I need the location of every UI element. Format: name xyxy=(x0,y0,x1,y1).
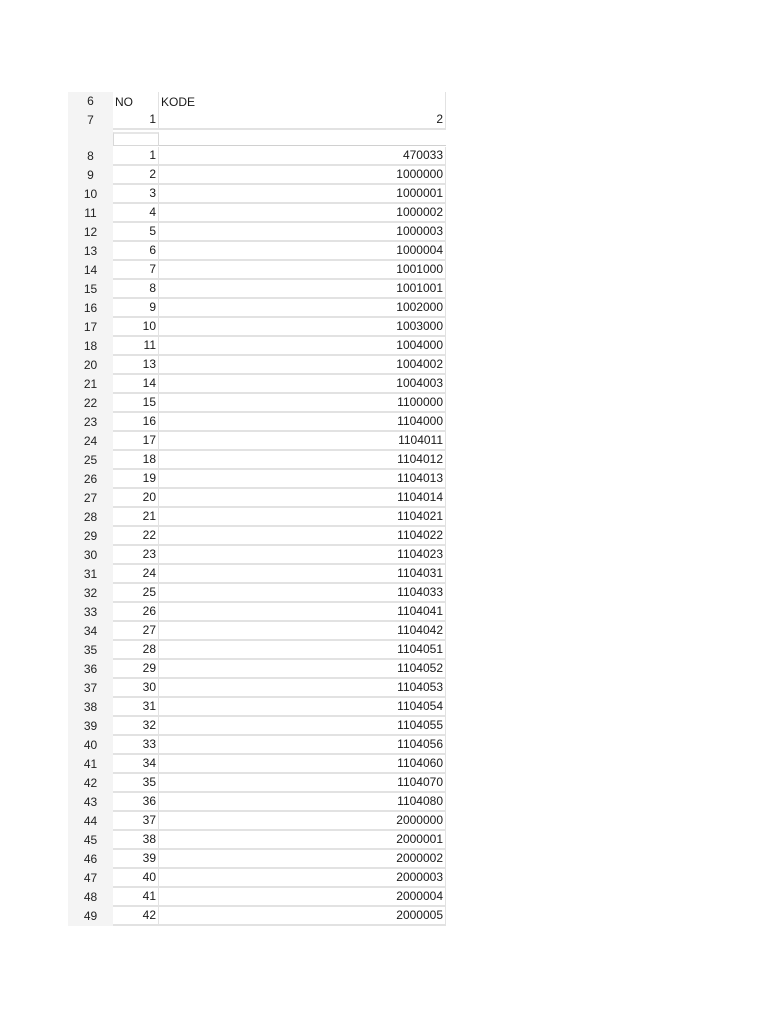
table-row xyxy=(68,679,448,698)
table-row xyxy=(68,888,448,907)
blank-cell[interactable] xyxy=(113,132,159,146)
cell-no[interactable]: 5 xyxy=(113,223,159,242)
table-row xyxy=(68,793,448,812)
cell-no[interactable]: 3 xyxy=(113,185,159,204)
cell-kode[interactable]: 2000002 xyxy=(159,850,446,869)
table-row xyxy=(68,755,448,774)
column-header-kode[interactable]: KODE xyxy=(159,92,446,111)
cell-no[interactable]: 40 xyxy=(113,869,159,888)
table-row xyxy=(68,603,448,622)
table-row xyxy=(68,166,448,185)
cell-kode[interactable]: 1002000 xyxy=(159,299,446,318)
table-row xyxy=(68,736,448,755)
cell-kode[interactable]: 2000000 xyxy=(159,812,446,831)
table-row xyxy=(68,147,448,166)
table-row xyxy=(68,660,448,679)
cell-no[interactable]: 2 xyxy=(113,166,159,185)
blank-row xyxy=(68,130,448,147)
cell-no[interactable]: 33 xyxy=(113,736,159,755)
cell-no[interactable]: 15 xyxy=(113,394,159,413)
cell-no[interactable]: 34 xyxy=(113,755,159,774)
cell-kode[interactable]: 1104013 xyxy=(159,470,446,489)
cell-kode[interactable]: 2000005 xyxy=(159,907,446,926)
cell-no[interactable]: 19 xyxy=(113,470,159,489)
table-row xyxy=(68,546,448,565)
table-row xyxy=(68,812,448,831)
cell-kode[interactable]: 1104022 xyxy=(159,527,446,546)
table-row xyxy=(68,432,448,451)
cell-no[interactable]: 32 xyxy=(113,717,159,736)
cell-no[interactable]: 20 xyxy=(113,489,159,508)
index-cell-kode[interactable]: 2 xyxy=(159,111,446,130)
cell-no[interactable]: 9 xyxy=(113,299,159,318)
row-number[interactable]: 10 xyxy=(68,185,113,204)
table-row xyxy=(68,698,448,717)
blank-cell[interactable] xyxy=(159,130,446,146)
table-row xyxy=(68,489,448,508)
cell-no[interactable]: 41 xyxy=(113,888,159,907)
cell-kode[interactable]: 1000001 xyxy=(159,185,446,204)
cell-no[interactable]: 42 xyxy=(113,907,159,926)
row-number[interactable]: 47 xyxy=(68,869,113,888)
cell-kode[interactable]: 1000002 xyxy=(159,204,446,223)
cell-no[interactable]: 39 xyxy=(113,850,159,869)
row-number[interactable]: 20 xyxy=(68,356,113,375)
table-row xyxy=(68,451,448,470)
cell-kode[interactable]: 1104012 xyxy=(159,451,446,470)
table-row xyxy=(68,223,448,242)
row-number[interactable]: 11 xyxy=(68,204,113,223)
spreadsheet-table xyxy=(68,92,448,926)
cell-kode[interactable]: 1001000 xyxy=(159,261,446,280)
row-number[interactable]: 42 xyxy=(68,774,113,793)
table-row xyxy=(68,413,448,432)
row-number[interactable]: 9 xyxy=(68,166,113,185)
table-row xyxy=(68,261,448,280)
row-number[interactable]: 26 xyxy=(68,470,113,489)
row-number[interactable]: 14 xyxy=(68,261,113,280)
row-number[interactable]: 44 xyxy=(68,812,113,831)
cell-no[interactable]: 26 xyxy=(113,603,159,622)
row-number[interactable]: 46 xyxy=(68,850,113,869)
cell-kode[interactable]: 1104031 xyxy=(159,565,446,584)
cell-kode[interactable]: 1104054 xyxy=(159,698,446,717)
cell-kode[interactable]: 2000001 xyxy=(159,831,446,850)
data-rows xyxy=(68,147,448,926)
column-header-no[interactable]: NO xyxy=(113,92,159,111)
row-number[interactable]: 39 xyxy=(68,717,113,736)
cell-no[interactable]: 31 xyxy=(113,698,159,717)
table-row xyxy=(68,470,448,489)
cell-kode[interactable]: 1104070 xyxy=(159,774,446,793)
cell-kode[interactable]: 1000004 xyxy=(159,242,446,261)
row-number[interactable]: 17 xyxy=(68,318,113,337)
cell-kode[interactable]: 1104051 xyxy=(159,641,446,660)
cell-kode[interactable]: 1104060 xyxy=(159,755,446,774)
cell-no[interactable]: 29 xyxy=(113,660,159,679)
row-number[interactable]: 21 xyxy=(68,375,113,394)
cell-kode[interactable]: 470033 xyxy=(159,147,446,166)
cell-kode[interactable]: 1104055 xyxy=(159,717,446,736)
row-number[interactable]: 41 xyxy=(68,755,113,774)
cell-kode[interactable]: 1104056 xyxy=(159,736,446,755)
cell-kode[interactable]: 1004000 xyxy=(159,337,446,356)
table-row xyxy=(68,622,448,641)
cell-kode[interactable]: 1104080 xyxy=(159,793,446,812)
row-number[interactable]: 31 xyxy=(68,565,113,584)
cell-kode[interactable]: 1104052 xyxy=(159,660,446,679)
cell-no[interactable]: 25 xyxy=(113,584,159,603)
row-number[interactable]: 24 xyxy=(68,432,113,451)
cell-kode[interactable]: 1003000 xyxy=(159,318,446,337)
cell-no[interactable]: 21 xyxy=(113,508,159,527)
table-row xyxy=(68,565,448,584)
cell-no[interactable]: 18 xyxy=(113,451,159,470)
cell-no[interactable]: 6 xyxy=(113,242,159,261)
table-row xyxy=(68,318,448,337)
table-row xyxy=(68,394,448,413)
cell-kode[interactable]: 1104033 xyxy=(159,584,446,603)
row-number[interactable]: 16 xyxy=(68,299,113,318)
cell-no[interactable]: 22 xyxy=(113,527,159,546)
cell-no[interactable]: 1 xyxy=(113,147,159,166)
cell-no[interactable]: 4 xyxy=(113,204,159,223)
cell-kode[interactable]: 1104053 xyxy=(159,679,446,698)
cell-no[interactable]: 24 xyxy=(113,565,159,584)
table-row xyxy=(68,375,448,394)
cell-kode[interactable]: 1104000 xyxy=(159,413,446,432)
cell-kode[interactable]: 1104011 xyxy=(159,432,446,451)
row-number[interactable]: 32 xyxy=(68,584,113,603)
row-number[interactable]: 48 xyxy=(68,888,113,907)
table-row xyxy=(68,356,448,375)
table-row xyxy=(68,204,448,223)
row-number[interactable]: 43 xyxy=(68,793,113,812)
row-number[interactable]: 27 xyxy=(68,489,113,508)
table-row xyxy=(68,831,448,850)
cell-no[interactable]: 37 xyxy=(113,812,159,831)
cell-no[interactable]: 30 xyxy=(113,679,159,698)
table-row xyxy=(68,337,448,356)
row-number[interactable]: 6 xyxy=(68,92,113,111)
row-number[interactable]: 35 xyxy=(68,641,113,660)
blank-row-header xyxy=(68,130,113,147)
cell-kode[interactable]: 1104042 xyxy=(159,622,446,641)
row-number[interactable]: 36 xyxy=(68,660,113,679)
cell-no[interactable]: 35 xyxy=(113,774,159,793)
row-number[interactable]: 18 xyxy=(68,337,113,356)
table-row xyxy=(68,907,448,926)
row-number[interactable]: 23 xyxy=(68,413,113,432)
row-number[interactable]: 8 xyxy=(68,147,113,166)
row-number[interactable]: 29 xyxy=(68,527,113,546)
row-number[interactable]: 12 xyxy=(68,223,113,242)
cell-kode[interactable]: 2000004 xyxy=(159,888,446,907)
table-row xyxy=(68,641,448,660)
cell-no[interactable]: 38 xyxy=(113,831,159,850)
row-number[interactable]: 22 xyxy=(68,394,113,413)
row-number[interactable]: 13 xyxy=(68,242,113,261)
row-number[interactable]: 33 xyxy=(68,603,113,622)
table-row xyxy=(68,508,448,527)
cell-no[interactable]: 23 xyxy=(113,546,159,565)
table-row xyxy=(68,280,448,299)
cell-no[interactable]: 14 xyxy=(113,375,159,394)
cell-kode[interactable]: 2000003 xyxy=(159,869,446,888)
cell-kode[interactable]: 1000003 xyxy=(159,223,446,242)
row-number[interactable]: 34 xyxy=(68,622,113,641)
cell-no[interactable]: 17 xyxy=(113,432,159,451)
row-number[interactable]: 25 xyxy=(68,451,113,470)
cell-kode[interactable]: 1104021 xyxy=(159,508,446,527)
cell-no[interactable]: 28 xyxy=(113,641,159,660)
cell-no[interactable]: 10 xyxy=(113,318,159,337)
row-number[interactable]: 7 xyxy=(68,111,113,130)
row-number[interactable]: 49 xyxy=(68,907,113,926)
table-row xyxy=(68,242,448,261)
row-number[interactable]: 45 xyxy=(68,831,113,850)
row-number[interactable]: 28 xyxy=(68,508,113,527)
cell-no[interactable]: 7 xyxy=(113,261,159,280)
table-row xyxy=(68,527,448,546)
table-row xyxy=(68,774,448,793)
row-number[interactable]: 40 xyxy=(68,736,113,755)
cell-no[interactable]: 16 xyxy=(113,413,159,432)
row-number[interactable]: 37 xyxy=(68,679,113,698)
row-number[interactable]: 30 xyxy=(68,546,113,565)
header-row xyxy=(68,92,448,111)
table-row xyxy=(68,584,448,603)
cell-no[interactable]: 13 xyxy=(113,356,159,375)
cell-kode[interactable]: 1001001 xyxy=(159,280,446,299)
table-row xyxy=(68,869,448,888)
cell-no[interactable]: 8 xyxy=(113,280,159,299)
row-number[interactable]: 38 xyxy=(68,698,113,717)
cell-kode[interactable]: 1004003 xyxy=(159,375,446,394)
cell-no[interactable]: 36 xyxy=(113,793,159,812)
cell-kode[interactable]: 1000000 xyxy=(159,166,446,185)
cell-kode[interactable]: 1104023 xyxy=(159,546,446,565)
cell-kode[interactable]: 1004002 xyxy=(159,356,446,375)
table-row xyxy=(68,299,448,318)
row-number[interactable]: 15 xyxy=(68,280,113,299)
cell-kode[interactable]: 1104041 xyxy=(159,603,446,622)
cell-kode[interactable]: 1104014 xyxy=(159,489,446,508)
cell-kode[interactable]: 1100000 xyxy=(159,394,446,413)
table-row xyxy=(68,850,448,869)
index-row xyxy=(68,111,448,130)
table-row xyxy=(68,185,448,204)
cell-no[interactable]: 11 xyxy=(113,337,159,356)
cell-no[interactable]: 27 xyxy=(113,622,159,641)
table-row xyxy=(68,717,448,736)
index-cell-no[interactable]: 1 xyxy=(113,111,159,130)
